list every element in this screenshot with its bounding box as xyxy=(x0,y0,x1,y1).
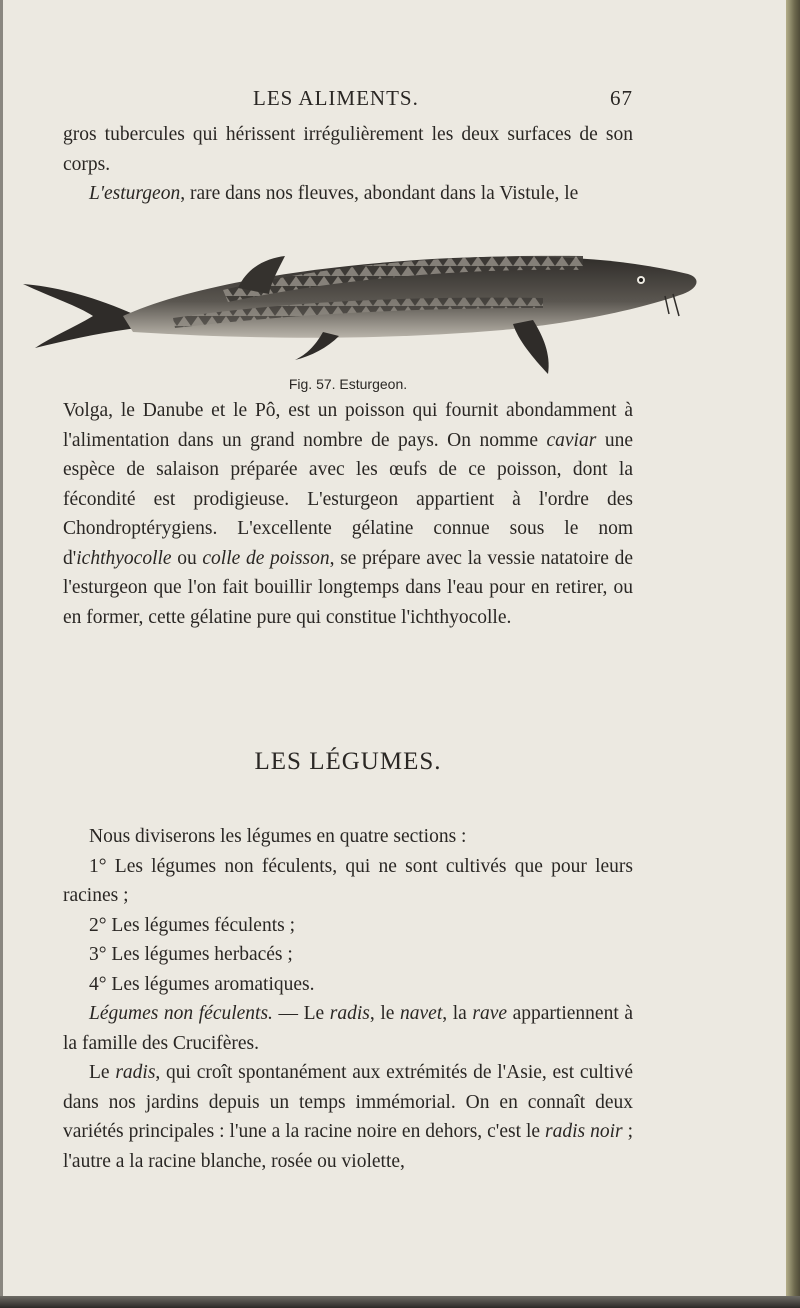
running-title: LES ALIMENTS. xyxy=(253,86,419,110)
list-item: 3° Les légumes herbacés ; xyxy=(89,944,293,965)
list-item: 2° Les légumes féculents ; xyxy=(89,914,295,936)
page-bottom-edge xyxy=(0,1296,800,1308)
running-header xyxy=(63,86,633,112)
italic-term: ichthyocolle xyxy=(76,547,172,569)
section-heading: LES LÉGUMES. xyxy=(254,748,442,775)
text-line: Nous diviserons les légumes en quatre sections : xyxy=(89,826,467,847)
paragraph-esturgeon: Volga, le Danube et le Pô, est un poisson qui fournit abondamment à l'alimentation dans un grand nombre de pays. On nomme caviar une espèce de salaison préparée avec les œufs de ce poisson, dont la fécondité est prodigieuse. L'esturgeon appartient à l'ordre des Chondroptérygiens. L'excellente gélatine connue sous le nom d'ichthyocolle ou colle de poisson, se prépare avec la vessie natatoire de l'esturgeon que l'on fait bouillir longtemps dans l'eau pour en retirer, ou en former, cette gélatine pure qui constitue l'ichthyocolle. xyxy=(63,400,633,628)
text-line: L'esturgeon, rare dans nos fleuves, abondant dans la Vistule, le xyxy=(89,183,579,204)
paragraph-legumes xyxy=(63,822,633,1176)
page-number: 67 xyxy=(610,86,633,110)
list-item: 4° Les légumes aromatiques. xyxy=(89,973,315,995)
sturgeon-illustration xyxy=(23,236,713,376)
text-line: gros tubercules qui hérissent irrégulièrement les deux surfaces de son corps. xyxy=(63,124,633,175)
text-paragraph: Le radis, qui croît spontanément aux extrémités de l'Asie, est cultivé dans nos jardins depuis un temps immémorial. On en connaît deux variétés principales : l'une a la racine noire en dehors, c'est le radis noir ; l'autre a la racine blanche, rosée ou violette, xyxy=(63,1062,634,1172)
italic-term: radis noir xyxy=(545,1121,623,1142)
italic-term: rave xyxy=(472,1003,508,1024)
italic-term: navet xyxy=(400,1003,443,1024)
italic-term: colle de poisson xyxy=(202,547,330,569)
italic-term: L'esturgeon xyxy=(89,183,181,204)
italic-term: radis xyxy=(329,1003,370,1024)
italic-term: Légumes non féculents. xyxy=(89,1003,273,1024)
italic-term: radis xyxy=(115,1062,156,1083)
paragraph-tubercules xyxy=(63,120,633,209)
list-item: 1° Les légumes non féculents, qui ne sont cultivés que pour leurs racines ; xyxy=(63,855,633,906)
text-paragraph: Légumes non féculents. — Le radis, le navet, la rave appartiennent à la famille des Crucifères. xyxy=(63,1003,633,1054)
book-edge xyxy=(786,0,800,1308)
figure-caption: Fig. 57. Esturgeon. xyxy=(288,376,408,392)
italic-term: caviar xyxy=(546,429,597,451)
